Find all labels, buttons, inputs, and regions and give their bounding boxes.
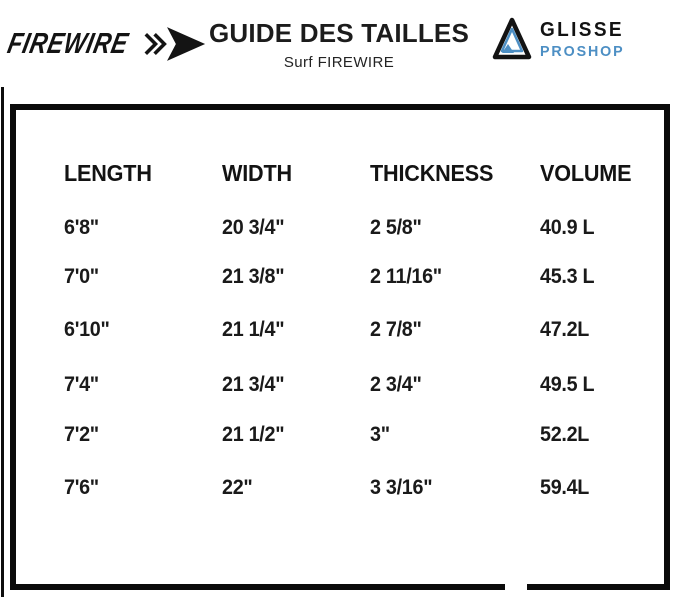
firewire-logo xyxy=(4,22,208,66)
length-value: 6'8" xyxy=(64,216,99,239)
table-row xyxy=(16,262,664,292)
thickness-value: 2 5/8" xyxy=(370,216,422,239)
proshop-name: PROSHOP xyxy=(540,42,625,60)
width-value: 21 3/4" xyxy=(222,373,285,396)
thickness-value: 2 3/4" xyxy=(370,373,422,396)
volume-value: 49.5 L xyxy=(540,373,595,396)
thickness-value: 2 7/8" xyxy=(370,318,422,341)
width-value: 20 3/4" xyxy=(222,216,285,239)
width-value: 21 1/2" xyxy=(222,423,285,446)
title-block xyxy=(208,18,470,71)
table-row xyxy=(16,370,664,400)
scan-edge-line xyxy=(1,87,4,597)
table-header-row xyxy=(16,158,664,188)
volume-value: 59.4L xyxy=(540,476,590,499)
length-value: 7'2" xyxy=(64,423,99,446)
glisse-name: GLISSE xyxy=(540,18,624,41)
thickness-value: 3 3/16" xyxy=(370,476,433,499)
width-value: 21 1/4" xyxy=(222,318,285,341)
table-row xyxy=(16,420,664,450)
firewire-logo-text: FIREWIRE xyxy=(4,27,132,60)
column-header-width: WIDTH xyxy=(222,160,292,186)
border-gap-artifact xyxy=(505,581,527,593)
firewire-arrow-icon xyxy=(144,24,206,64)
table-row xyxy=(16,213,664,243)
length-value: 7'4" xyxy=(64,373,99,396)
thickness-value: 3" xyxy=(370,423,390,446)
volume-value: 45.3 L xyxy=(540,265,595,288)
table-row xyxy=(16,473,664,503)
table-row xyxy=(16,315,664,345)
length-value: 7'6" xyxy=(64,476,99,499)
page-title: GUIDE DES TAILLES xyxy=(208,18,470,48)
length-value: 7'0" xyxy=(64,265,99,288)
width-value: 21 3/8" xyxy=(222,265,285,288)
length-value: 6'10" xyxy=(64,318,110,341)
column-header-length: LENGTH xyxy=(64,160,152,186)
volume-value: 52.2L xyxy=(540,423,590,446)
column-header-volume: VOLUME xyxy=(540,160,632,186)
volume-value: 47.2L xyxy=(540,318,590,341)
size-table xyxy=(10,104,670,590)
glisse-proshop-logo xyxy=(492,16,629,62)
column-header-thickness: THICKNESS xyxy=(370,160,494,186)
glisse-triangle-icon xyxy=(492,16,532,62)
thickness-value: 2 11/16" xyxy=(370,265,442,288)
glisse-logo-text xyxy=(540,19,629,60)
page-subtitle: Surf FIREWIRE xyxy=(283,54,395,71)
width-value: 22" xyxy=(222,476,253,499)
volume-value: 40.9 L xyxy=(540,216,595,239)
